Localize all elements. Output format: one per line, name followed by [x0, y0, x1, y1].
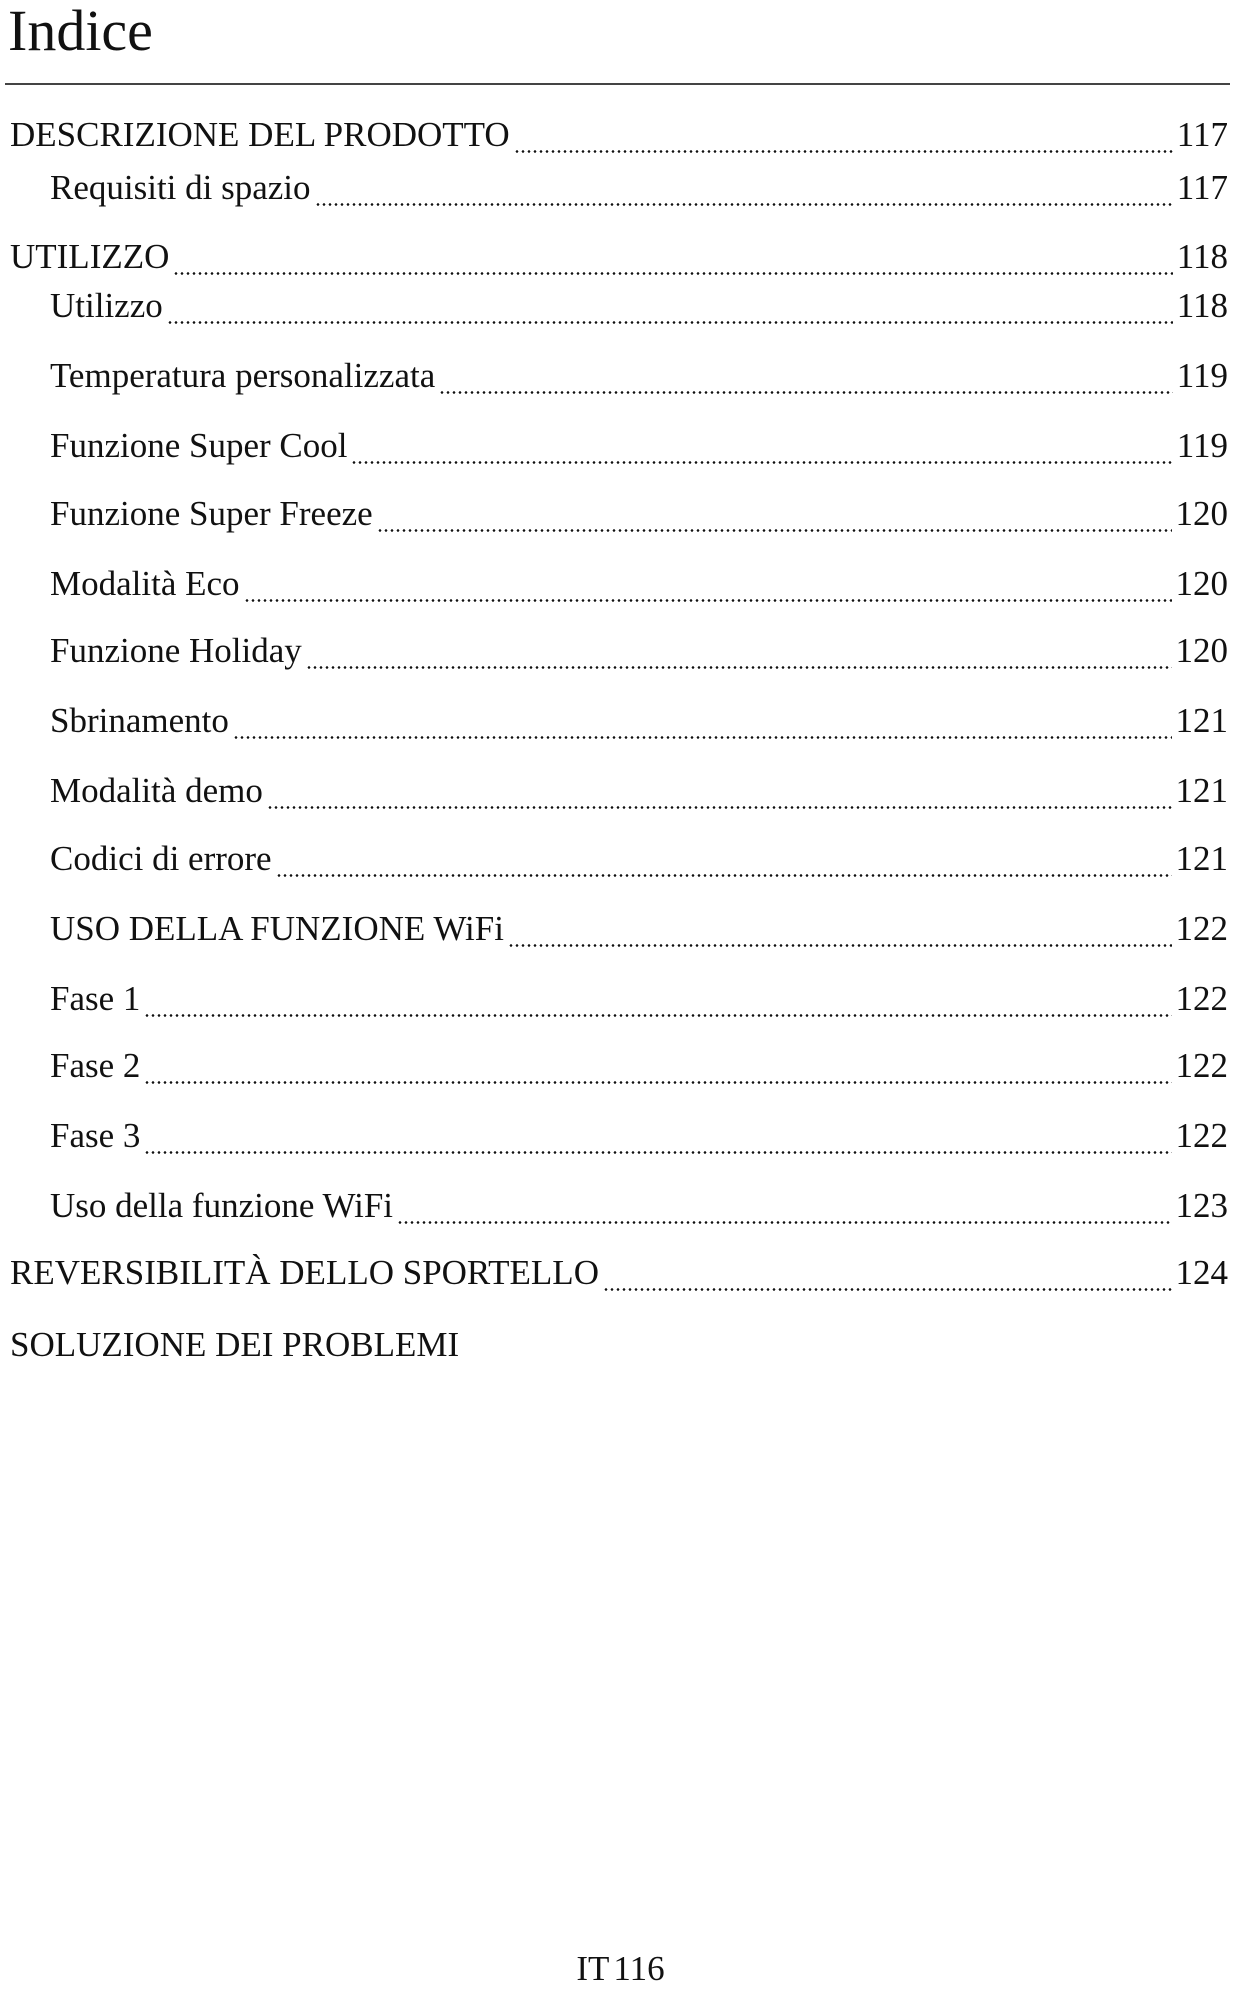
dot-leader [267, 806, 1172, 809]
toc-entry[interactable] [50, 1182, 1228, 1230]
dot-leader [276, 874, 1172, 877]
toc-entry-page: 120 [1175, 564, 1228, 603]
toc-entry-page: 117 [1176, 115, 1228, 154]
toc-entry-title: DESCRIZIONE DEL PRODOTTO [10, 115, 510, 154]
toc-entry-title: Requisiti di spazio [50, 168, 311, 207]
toc-entry[interactable] [50, 697, 1228, 745]
toc-entry[interactable] [50, 490, 1228, 538]
toc-entry-title: Funzione Super Cool [50, 426, 348, 465]
dot-leader [514, 150, 1173, 153]
page-footer [0, 1948, 1237, 1990]
toc-entry[interactable] [50, 905, 1228, 953]
dot-leader [167, 321, 1173, 324]
toc-entry-title: UTILIZZO [10, 237, 170, 276]
toc-entry-page: 118 [1176, 286, 1228, 325]
dot-leader [144, 1014, 1171, 1017]
toc-entry-title: Funzione Super Freeze [50, 494, 373, 533]
toc-entry-page: 121 [1175, 701, 1228, 740]
toc-entry-title: Temperatura personalizzata [50, 356, 436, 395]
toc-entry-page: 117 [1176, 168, 1228, 207]
page-title: Indice [8, 0, 153, 63]
toc-entry-title: Uso della funzione WiFi [50, 1186, 394, 1225]
toc-entry[interactable] [50, 835, 1228, 883]
toc-entry[interactable] [50, 560, 1228, 608]
toc-entry-page: 120 [1175, 631, 1228, 670]
toc-entry-title: Modalità Eco [50, 564, 240, 603]
toc-entry-title: Fase 2 [50, 1046, 141, 1085]
toc-entry[interactable] [50, 975, 1228, 1023]
dot-leader [351, 461, 1172, 464]
dot-leader [603, 1288, 1172, 1291]
toc-entry-page: 122 [1175, 909, 1228, 948]
dot-leader [233, 736, 1172, 739]
toc-entry-title: Modalità demo [50, 771, 263, 810]
toc-entry-page: 119 [1176, 426, 1228, 465]
dot-leader [144, 1081, 1171, 1084]
toc-entry-page: 124 [1175, 1253, 1228, 1292]
toc-entry-page: 120 [1175, 494, 1228, 533]
toc-entry-page: 121 [1175, 771, 1228, 810]
toc-entry[interactable] [10, 1249, 1228, 1297]
toc-entry[interactable] [50, 627, 1228, 675]
toc-entry-title: REVERSIBILITÀ DELLO SPORTELLO [10, 1253, 599, 1292]
toc-entry[interactable] [10, 233, 1228, 281]
toc-entry[interactable] [50, 422, 1228, 470]
dot-leader [315, 203, 1173, 206]
toc-entry-title: Sbrinamento [50, 701, 229, 740]
toc-entry-title: Funzione Holiday [50, 631, 302, 670]
dot-leader [397, 1221, 1171, 1224]
dot-leader [439, 391, 1173, 394]
toc-entry-title: Utilizzo [50, 286, 163, 325]
toc-entry[interactable] [50, 1042, 1228, 1090]
toc-entry-page: 122 [1175, 1046, 1228, 1085]
toc-entry[interactable] [50, 1112, 1228, 1160]
dot-leader [508, 944, 1172, 947]
dot-leader [144, 1151, 1171, 1154]
toc-entry-page: 119 [1176, 356, 1228, 395]
footer-page-number: 116 [613, 1949, 665, 1988]
footer-language: IT [576, 1949, 610, 1988]
dot-leader [306, 666, 1172, 669]
toc-entry[interactable] [50, 767, 1228, 815]
toc-entry[interactable] [50, 352, 1228, 400]
toc-entry-page: 123 [1175, 1186, 1228, 1225]
toc-entry[interactable] [50, 282, 1228, 330]
dot-leader [173, 272, 1172, 275]
dot-leader [377, 529, 1172, 532]
toc-entry[interactable] [10, 111, 1228, 159]
toc-entry-title: Fase 1 [50, 979, 141, 1018]
toc-entry[interactable] [10, 1321, 1228, 1369]
toc-entry-page: 118 [1176, 237, 1228, 276]
toc-entry-page: 122 [1175, 979, 1228, 1018]
toc-entry-page: 121 [1175, 839, 1228, 878]
toc-entry-page: 122 [1175, 1116, 1228, 1155]
toc-entry-title: SOLUZIONE DEI PROBLEMI [10, 1325, 460, 1364]
toc-entry-title: Fase 3 [50, 1116, 141, 1155]
toc-entry-title: USO DELLA FUNZIONE WiFi [50, 909, 504, 948]
toc-entry[interactable] [50, 164, 1228, 212]
dot-leader [244, 599, 1172, 602]
toc-entry-title: Codici di errore [50, 839, 272, 878]
